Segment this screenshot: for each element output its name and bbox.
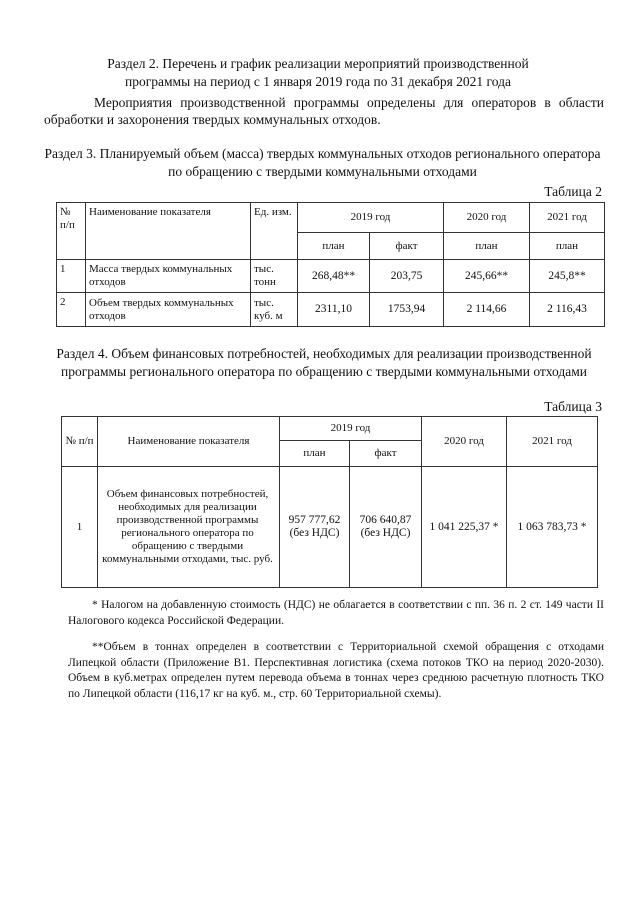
table2 (56, 202, 605, 327)
section2-text: Мероприятия производственной программы определены для операторов в области обработки и захоронения твердых коммунальных отходов. (44, 95, 604, 127)
table-row (57, 293, 605, 327)
t2-header-year: 2020 год (444, 203, 530, 233)
section4-heading: Раздел 4. Объем финансовых потребностей, необходимых для реализации производственной программы регионального оператора по обращению с твердыми коммунальными отходами (56, 346, 592, 379)
t2-header-year: 2021 год (530, 203, 605, 233)
t3-header-num: № п/п (62, 417, 98, 467)
t3-header-year: 2020 год (422, 417, 507, 467)
t2-header-unit: Ед. изм. (251, 203, 298, 260)
row-unit: тыс. куб. м (251, 293, 298, 327)
section2-heading: Раздел 2. Перечень и график реализации мероприятий производственной программы на период с 1 января 2019 года по 31 декабря 2021 года (107, 56, 529, 89)
table2-label: Таблица 2 (544, 184, 602, 199)
row-value: 2 116,43 (530, 293, 605, 327)
row-value: 268,48** (298, 260, 370, 293)
t3-header-year: 2019 год (280, 417, 422, 441)
t2-subheader: план (530, 233, 605, 260)
t2-header-name: Наименование показателя (86, 203, 251, 260)
t3-subheader: план (280, 441, 350, 467)
t2-subheader: план (298, 233, 370, 260)
t3-header-name: Наименование показателя (98, 417, 280, 467)
table-row (57, 260, 605, 293)
row-name: Объем финансовых потребностей, необходимых для реализации производственной программы регионального оператора по обращению с твердыми коммунальными отходами, тыс. руб. (98, 467, 280, 588)
t2-header-year: 2019 год (298, 203, 444, 233)
t2-subheader: факт (370, 233, 444, 260)
table3 (61, 416, 598, 588)
t2-header-num: № п/п (57, 203, 86, 260)
row-value: 2311,10 (298, 293, 370, 327)
t3-subheader: факт (350, 441, 422, 467)
section3-heading: Раздел 3. Планируемый объем (масса) твердых коммунальных отходов регионального оператора по обращению с твердыми коммунальными отходами (44, 146, 601, 179)
row-value: 706 640,87 (без НДС) (350, 467, 422, 588)
row-value: 1 041 225,37 * (422, 467, 507, 588)
row-value: 957 777,62 (без НДС) (280, 467, 350, 588)
row-value: 245,8** (530, 260, 605, 293)
row-name: Объем твердых коммунальных отходов (86, 293, 251, 327)
footnote-volume: **Объем в тоннах определен в соответствии с Территориальной схемой обращения с отходами Липецкой области (Приложение В1. Перспективная логистика (схема потоков ТКО на период 2020-2030). Объем в куб.метрах определен путем перевода объема в тоннах через среднюю расчетную плотность ТКО по Липецкой области (116,17 кг на куб. м., стр. 60 Территориальной схемы). (68, 641, 604, 700)
row-num: 1 (57, 260, 86, 293)
row-value: 2 114,66 (444, 293, 530, 327)
footnote-vat: * Налогом на добавленную стоимость (НДС) не облагается в соответствии с пп. 36 п. 2 ст. 149 части II Налогового кодекса Российской Федерации. (68, 599, 604, 627)
t3-header-year: 2021 год (507, 417, 598, 467)
row-num: 1 (62, 467, 98, 588)
table3-label: Таблица 3 (544, 399, 602, 414)
row-value: 1 063 783,73 * (507, 467, 598, 588)
row-value: 245,66** (444, 260, 530, 293)
row-value: 203,75 (370, 260, 444, 293)
row-num: 2 (57, 293, 86, 327)
row-name: Масса твердых коммунальных отходов (86, 260, 251, 293)
t2-subheader: план (444, 233, 530, 260)
row-unit: тыс. тонн (251, 260, 298, 293)
table-row (62, 467, 598, 588)
row-value: 1753,94 (370, 293, 444, 327)
